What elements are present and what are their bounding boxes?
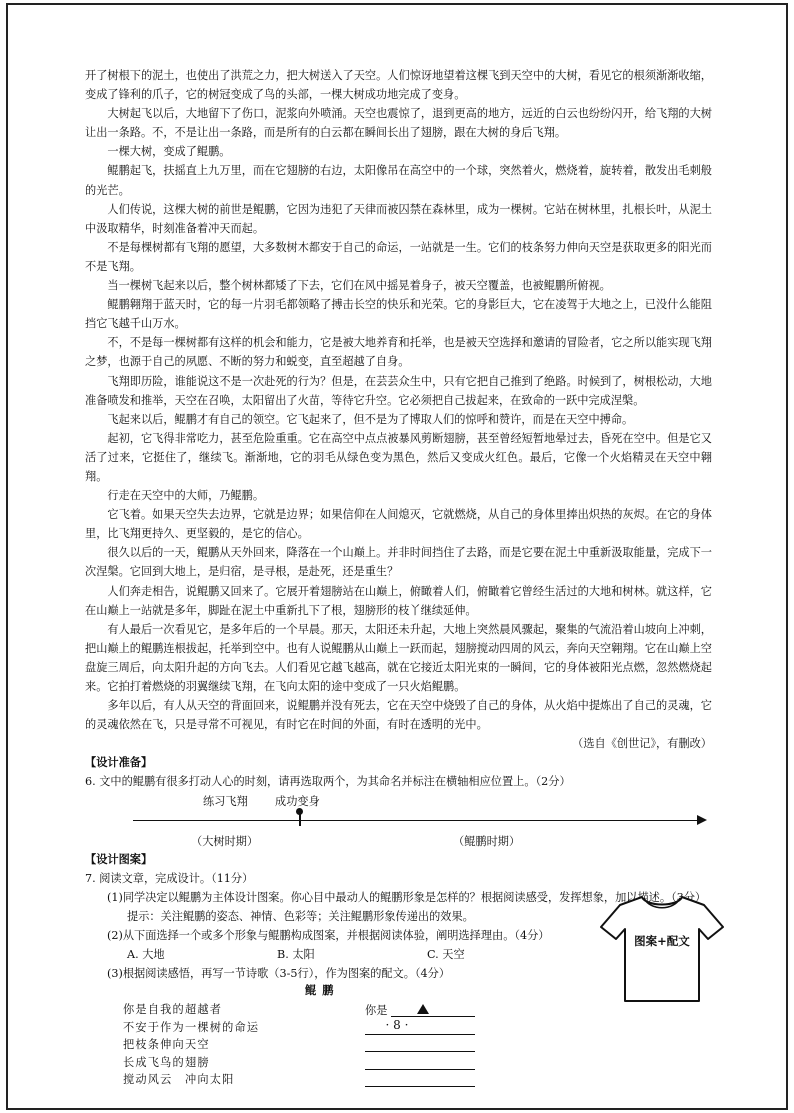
blank-underline bbox=[365, 1051, 475, 1052]
question-7-part-3: (3)根据阅读感悟，再写一节诗歌（3-5行），作为图案的配文。（4分） bbox=[107, 967, 451, 981]
tshirt-label: 图案+配文 bbox=[634, 934, 690, 948]
question-7-part-2: (2)从下面选择一个或多个形象与鲲鹏构成图案，并根据阅读体验，阐明选择理由。（4分） bbox=[107, 928, 550, 942]
right-border bbox=[786, 3, 788, 1110]
passage-paragraph: 很久以后的一天，鲲鹏从天外回来，降落在一个山巅上。并非时间挡住了去路，而是它要在泥土中重新汲取能量，完成下一次涅槃。它回到大地上，是归宿，是寻根，是赴死，还是重生？ bbox=[85, 546, 712, 579]
poem-line: 搅动风云 冲向太阳 bbox=[123, 1073, 235, 1087]
option-a: A. 大地 bbox=[127, 948, 165, 962]
passage-paragraph: 它飞着。如果天空失去边界，它就是边界；如果信仰在人间熄灭，它就燃烧，从自己的身体里捧出炽热的灰烬。在它的身体里，比飞翔更持久、更坚毅的，是它的信心。 bbox=[85, 508, 712, 541]
period-tree: （大树时期） bbox=[191, 834, 259, 848]
timeline-arrow-icon bbox=[697, 815, 707, 825]
poem-title: 鲲鹏 bbox=[305, 984, 340, 998]
timeline-label-transform: 成功变身 bbox=[275, 794, 320, 808]
question-7-hint: 提示：关注鲲鹏的姿态、神情、色彩等；关注鲲鹏形象传递出的效果。 bbox=[127, 909, 474, 923]
answer-line-4[interactable] bbox=[365, 1054, 475, 1072]
section-heading-design-prep: 【设计准备】 bbox=[85, 756, 153, 770]
passage-paragraph: 起初，它飞得非常吃力，甚至危险重重。它在高空中点点被暴风剪断翅膀，甚至曾经短暂地晕过去，昏死在空中。但是它又活了过来，它挺住了，继续飞。渐渐地，它的羽毛从绿色变为黑色，然后又变成火红色。最后，它像一个火焰精灵在天空中翱翔。 bbox=[85, 431, 712, 483]
answer-line-3[interactable] bbox=[365, 1036, 475, 1054]
section-heading-design-pattern: 【设计图案】 bbox=[85, 852, 153, 866]
passage-paragraph: 有人最后一次看见它，是多年后的一个早晨。那天，太阳还未升起，大地上突然晨风骤起，聚集的气流沿着山坡向上冲刺，把山巅上的鲲鹏连根拔起，托举到空中。也有人说鲲鹏从山巅上一跃而起，翅膀搅动四周的风云，奔向天空翱翔。它在山巅上空盘旋三周后，向太阳升起的方向飞去。人们看见它越飞越高，就在它接近太阳光束的一瞬间，它的身体被阳光点燃，忽然燃烧起来。它拍打着燃烧的羽翼继续飞翔，在飞向太阳的途中变成了一只火焰鲲鹏。 bbox=[85, 622, 712, 693]
passage-paragraph: 开了树根下的泥土，也使出了洪荒之力，把大树送入了天空。人们惊讶地望着这棵飞到天空中的大树，看见它的根须渐渐收缩，变成了锋利的爪子，它的树冠变成了鸟的头部，一棵大树成功地完成了变身。 bbox=[85, 69, 712, 102]
poem-answer-blanks bbox=[365, 1001, 475, 1089]
passage-source: （选自《创世记》，有删改） bbox=[572, 737, 712, 751]
passage-paragraph: 人们奔走相告，说鲲鹏又回来了。它展开着翅膀站在山巅上，俯瞰着人们，俯瞰着它曾经生活过的大地和树林。就这样，它在山巅上一站就是多年，脚趾在泥土中重新扎下了根，翅膀形的枝丫继续延伸。 bbox=[85, 584, 712, 617]
tshirt-icon bbox=[598, 893, 726, 1005]
poem-line: 长成飞鸟的翅膀 bbox=[123, 1055, 210, 1069]
blank-underline bbox=[365, 1086, 475, 1087]
question-6: 6. 文中的鲲鹏有很多打动人心的时刻，请再选取两个，为其命名并标注在横轴相应位置上。（2分） bbox=[85, 775, 571, 789]
period-kunpeng: （鲲鹏时期） bbox=[453, 834, 521, 848]
blank-underline bbox=[365, 1034, 475, 1035]
timeline-axis bbox=[133, 820, 703, 822]
passage-paragraph: 大树起飞以后，大地留下了伤口，泥浆向外喷涌。天空也震惊了，退到更高的地方，远近的白云也纷纷闪开，给飞翔的大树让出一条路。不，不是让出一条路，而是所有的白云都在瞬间长出了翅膀，跟在大树的身后飞翔。 bbox=[85, 107, 712, 140]
page-number: · 8 · bbox=[385, 1018, 409, 1032]
left-border bbox=[6, 3, 8, 1110]
blank-underline bbox=[365, 1069, 475, 1070]
passage-paragraph: 飞起来以后，鲲鹏才有自己的领空。它飞起来了，但不是为了博取人们的惊呼和赞许，而是在天空中搏命。 bbox=[107, 412, 634, 426]
question-7-part-1: (1)同学决定以鲲鹏为主体设计图案。你心目中最动人的鲲鹏形象是怎样的？根据阅读感受，发挥想象，加以描述。（3分） bbox=[107, 890, 707, 904]
passage-paragraph: 多年以后，有人从天空的背面回来，说鲲鹏并没有死去，它在天空中烧毁了自己的身体，从火焰中提炼出了自己的灵魂，它的灵魂依然在飞，只是寻常不可视见，有时它在时间的外面，有时在透明的光中。 bbox=[85, 699, 712, 732]
passage-paragraph: 鲲鹏起飞，扶摇直上九万里，而在它翅膀的右边，太阳像吊在高空中的一个球，突然着火，燃烧着，旋转着，散发出毛刺般的光芒。 bbox=[85, 164, 712, 197]
option-c: C. 天空 bbox=[427, 948, 465, 962]
passage-paragraph: 不是每棵树都有飞翔的愿望，大多数树木都安于自己的命运，一站就是一生。它们的枝条努力伸向天空是获取更多的阳光而不是飞翔。 bbox=[85, 240, 712, 273]
timeline-label-practice: 练习飞翔 bbox=[203, 794, 248, 808]
answer-line-1[interactable] bbox=[365, 1001, 475, 1019]
passage-paragraph: 人们传说，这棵大树的前世是鲲鹏，它因为违犯了天律而被囚禁在森林里，成为一棵树。它站在树林里，扎根长叶，从泥土中汲取精华，时刻准备着冲天而起。 bbox=[85, 202, 712, 235]
top-border bbox=[8, 3, 786, 5]
poem-lines bbox=[123, 1001, 259, 1089]
blank-lead-text: 你是 bbox=[365, 1004, 388, 1018]
passage-paragraph: 飞翔即历险，谁能说这不是一次赴死的行为？但是，在芸芸众生中，只有它把自己推到了绝路。时候到了，树根松动，大地准备喷发和推举，天空在召唤，太阳留出了火苗，等待它升空。它必须把自己拔起来，在致命的一跃中完成涅槃。 bbox=[85, 374, 712, 407]
passage-paragraph: 一棵大树，变成了鲲鹏。 bbox=[107, 145, 231, 159]
poem-line: 把枝条伸向天空 bbox=[123, 1038, 210, 1052]
poem-line: 你是自我的超越者 bbox=[123, 1003, 223, 1017]
timeline bbox=[85, 792, 712, 850]
option-b: B. 太阳 bbox=[277, 948, 315, 962]
tshirt-illustration bbox=[598, 893, 726, 1005]
question-7: 7. 阅读文章，完成设计。（11分） bbox=[85, 871, 254, 885]
passage-paragraph: 当一棵树飞起来以后，整个树林都矮了下去，它们在风中摇晃着身子，被天空覆盖，也被鲲鹏所俯视。 bbox=[107, 279, 611, 293]
passage-paragraph: 不，不是每一棵树都有这样的机会和能力，它是被大地养育和托举，也是被天空选择和邀请的冒险者，它之所以能实现飞翔之梦，也源于自己的夙愿、不断的努力和蜕变，直至超越了自身。 bbox=[85, 336, 712, 369]
poem-line: 不安于作为一棵树的命运 bbox=[123, 1020, 260, 1034]
reading-passage bbox=[85, 66, 712, 734]
timeline-point bbox=[296, 808, 303, 815]
passage-paragraph: 行走在天空中的大师，乃鲲鹏。 bbox=[107, 489, 265, 503]
answer-line-5[interactable] bbox=[365, 1071, 475, 1089]
passage-paragraph: 鲲鹏翱翔于蓝天时，它的每一片羽毛都领略了搏击长空的快乐和光荣。它的身影巨大，它在凌驾于大地之上，已没什么能阻挡它飞越千山万水。 bbox=[85, 298, 712, 331]
triangle-icon bbox=[417, 1004, 429, 1014]
